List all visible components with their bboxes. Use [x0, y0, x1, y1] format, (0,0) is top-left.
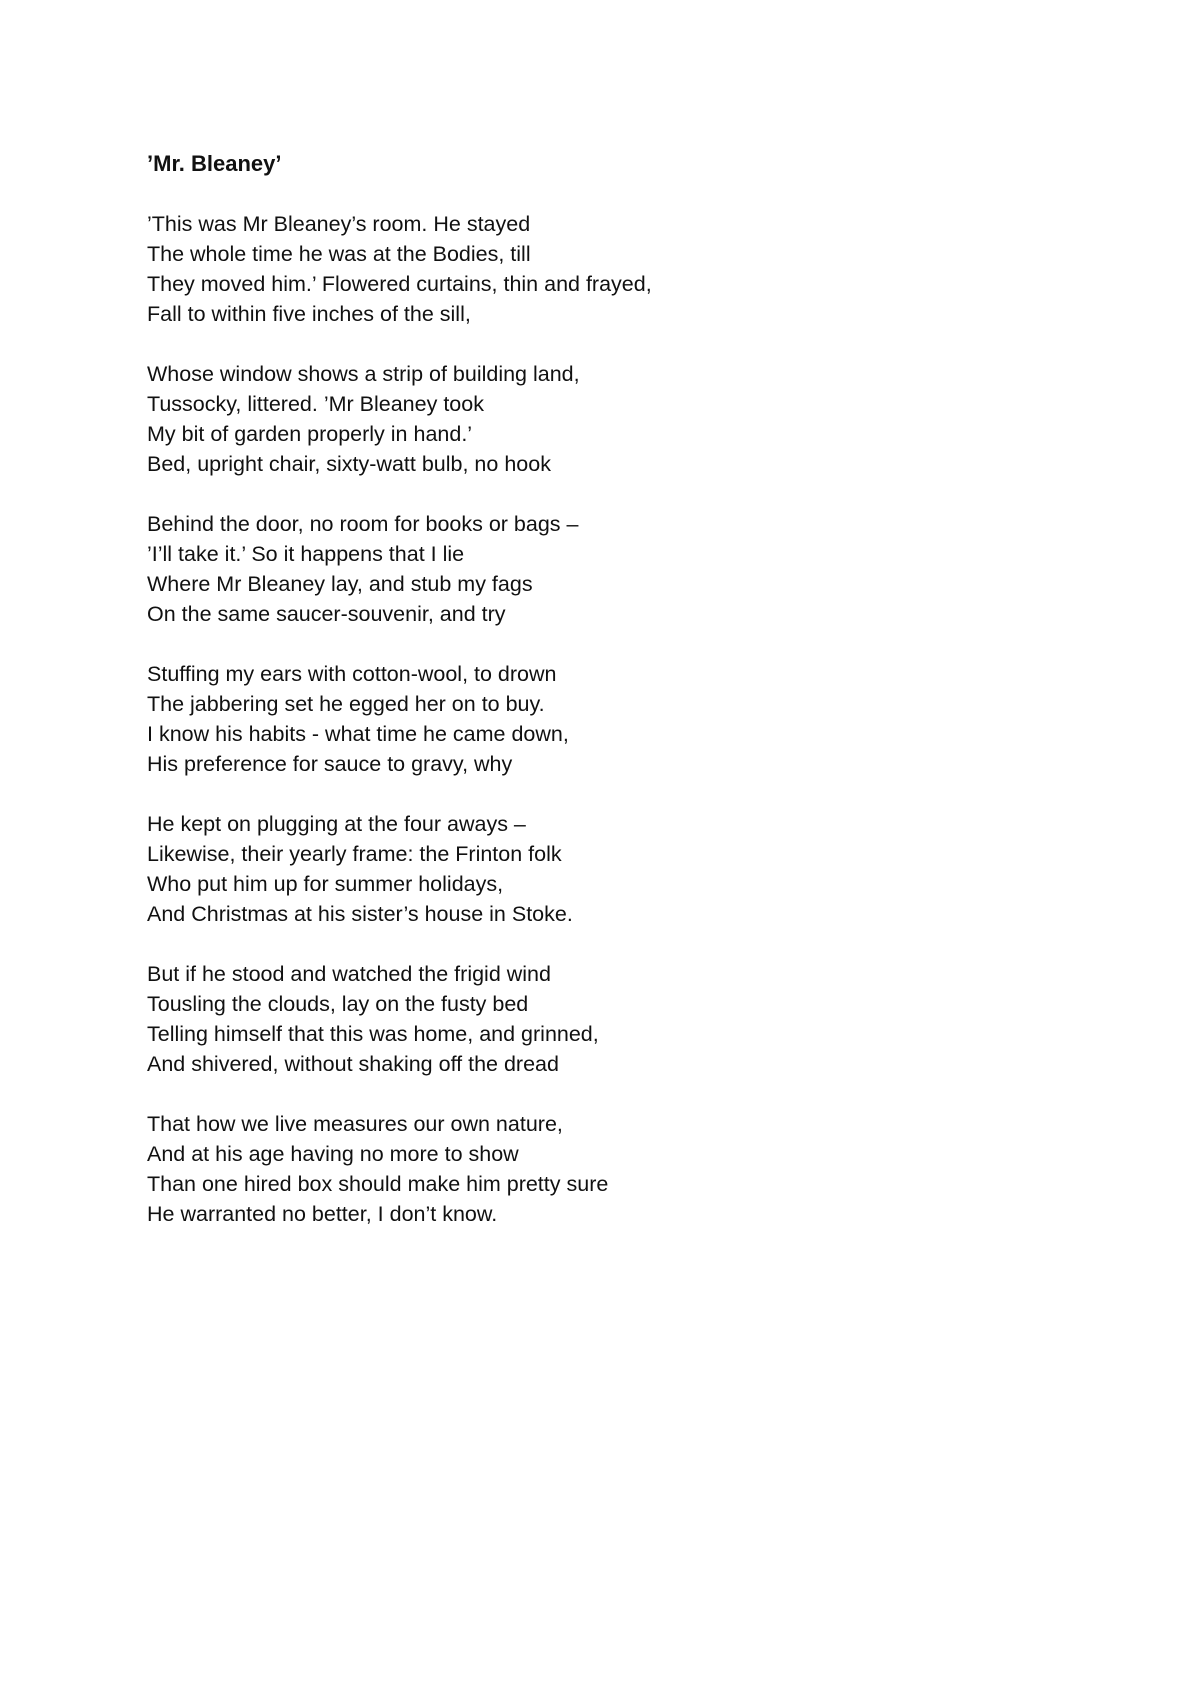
- poem-line: Bed, upright chair, sixty-watt bulb, no hook: [147, 452, 551, 476]
- stanza-5: [147, 809, 1047, 929]
- poem-line: Who put him up for summer holidays,: [147, 872, 504, 896]
- poem-line: Fall to within five inches of the sill,: [147, 302, 471, 326]
- poem-line: The jabbering set he egged her on to buy.: [147, 692, 545, 716]
- poem-line: ’This was Mr Bleaney’s room. He stayed: [147, 212, 531, 236]
- poem-line: Stuffing my ears with cotton-wool, to drown: [147, 662, 557, 686]
- stanza-6: [147, 959, 1047, 1079]
- stanza-1: [147, 209, 1047, 329]
- poem-line: And at his age having no more to show: [147, 1142, 519, 1166]
- stanza-2: [147, 359, 1047, 479]
- stanza-4: [147, 659, 1047, 779]
- poem-line: He warranted no better, I don’t know.: [147, 1202, 498, 1226]
- poem-line: I know his habits - what time he came down,: [147, 722, 569, 746]
- poem-line: The whole time he was at the Bodies, till: [147, 242, 531, 266]
- poem-line: They moved him.’ Flowered curtains, thin and frayed,: [147, 272, 652, 296]
- poem-line: Behind the door, no room for books or bags –: [147, 512, 579, 536]
- poem: [147, 149, 1047, 1259]
- poem-line: And Christmas at his sister’s house in Stoke.: [147, 902, 573, 926]
- poem-title: ’Mr. Bleaney’: [147, 151, 282, 176]
- poem-line: But if he stood and watched the frigid wind: [147, 962, 551, 986]
- poem-line: Than one hired box should make him pretty sure: [147, 1172, 609, 1196]
- poem-line: ’I’ll take it.’ So it happens that I lie: [147, 542, 465, 566]
- poem-line: Tussocky, littered. ’Mr Bleaney took: [147, 392, 484, 416]
- poem-line: On the same saucer-souvenir, and try: [147, 602, 506, 626]
- stanza-7: [147, 1109, 1047, 1229]
- poem-line: Where Mr Bleaney lay, and stub my fags: [147, 572, 533, 596]
- poem-line: Telling himself that this was home, and grinned,: [147, 1022, 599, 1046]
- poem-line: Whose window shows a strip of building land,: [147, 362, 580, 386]
- poem-line: My bit of garden properly in hand.’: [147, 422, 473, 446]
- poem-line: And shivered, without shaking off the dread: [147, 1052, 559, 1076]
- stanza-3: [147, 509, 1047, 629]
- poem-line: Likewise, their yearly frame: the Frinton folk: [147, 842, 562, 866]
- poem-line: That how we live measures our own nature,: [147, 1112, 563, 1136]
- poem-line: He kept on plugging at the four aways –: [147, 812, 526, 836]
- poem-line: His preference for sauce to gravy, why: [147, 752, 513, 776]
- poem-line: Tousling the clouds, lay on the fusty bed: [147, 992, 529, 1016]
